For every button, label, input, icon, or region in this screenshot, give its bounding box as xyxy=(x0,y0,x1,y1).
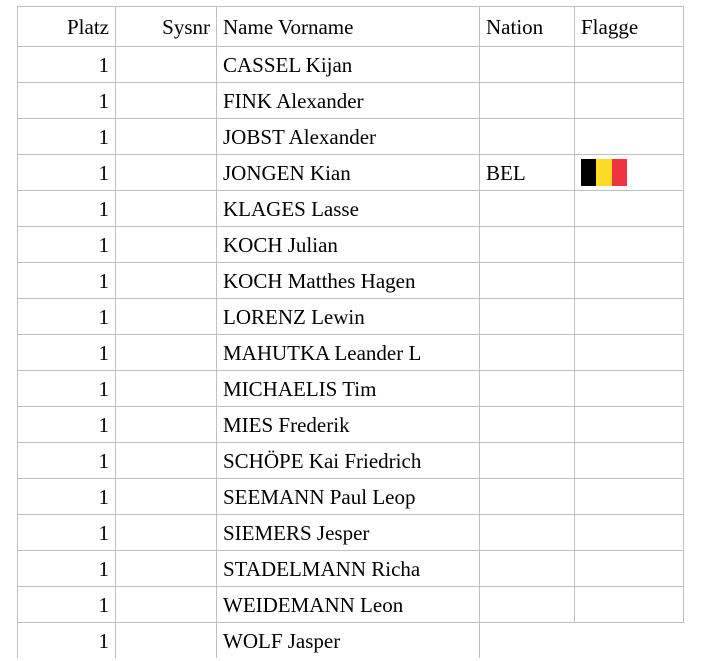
cell-name: WEIDEMANN Leon xyxy=(217,587,480,623)
cell-name: KOCH Julian xyxy=(217,227,480,263)
table-row xyxy=(18,119,684,155)
cell-nation xyxy=(480,371,575,407)
cell-flagge xyxy=(575,479,684,515)
belgium-flag-icon xyxy=(581,159,627,186)
cell-platz: 1 xyxy=(18,299,116,335)
cell-flagge xyxy=(575,335,684,371)
cell-nation xyxy=(480,191,575,227)
cell-sysnr xyxy=(116,299,217,335)
cell-name: SCHÖPE Kai Friedrich xyxy=(217,443,480,479)
table-row xyxy=(18,515,684,551)
cell-flagge xyxy=(575,263,684,299)
cell-sysnr xyxy=(116,227,217,263)
cell-sysnr xyxy=(116,191,217,227)
cell-name: MIES Frederik xyxy=(217,407,480,443)
cell-platz: 1 xyxy=(18,587,116,623)
cell-platz: 1 xyxy=(18,551,116,587)
cell-name: MAHUTKA Leander L xyxy=(217,335,480,371)
cell-name: MICHAELIS Tim xyxy=(217,371,480,407)
cell-sysnr xyxy=(116,83,217,119)
cell-sysnr xyxy=(116,335,217,371)
header-row xyxy=(18,7,684,47)
cell-sysnr xyxy=(116,479,217,515)
cell-sysnr xyxy=(116,587,217,623)
table-row xyxy=(18,551,684,587)
cell-sysnr xyxy=(116,623,217,659)
table-row xyxy=(18,263,684,299)
cell-flagge xyxy=(575,119,684,155)
cell-nation xyxy=(480,551,575,587)
cell-sysnr xyxy=(116,551,217,587)
cell-sysnr xyxy=(116,515,217,551)
cell-platz: 1 xyxy=(18,407,116,443)
cell-flagge xyxy=(575,515,684,551)
header-platz: Platz xyxy=(18,7,116,47)
cell-sysnr xyxy=(116,407,217,443)
cell-nation xyxy=(480,263,575,299)
table-row xyxy=(18,407,684,443)
cell-sysnr xyxy=(116,371,217,407)
table-row xyxy=(18,191,684,227)
cell-flagge xyxy=(575,371,684,407)
cell-platz: 1 xyxy=(18,47,116,83)
cell-name: KLAGES Lasse xyxy=(217,191,480,227)
cell-name: SEEMANN Paul Leop xyxy=(217,479,480,515)
table-row xyxy=(18,479,684,515)
cell-nation xyxy=(480,299,575,335)
table-row xyxy=(18,155,684,191)
cell-nation xyxy=(480,587,575,623)
table-row xyxy=(18,371,684,407)
cell-flagge xyxy=(575,587,684,623)
cell-platz: 1 xyxy=(18,623,116,659)
cell-nation xyxy=(480,515,575,551)
cell-platz: 1 xyxy=(18,155,116,191)
cell-platz: 1 xyxy=(18,443,116,479)
table-row xyxy=(18,587,684,623)
cell-name: CASSEL Kijan xyxy=(217,47,480,83)
cell-platz: 1 xyxy=(18,83,116,119)
cell-platz: 1 xyxy=(18,119,116,155)
cell-flagge xyxy=(575,47,684,83)
cell-nation xyxy=(480,119,575,155)
table-row xyxy=(18,335,684,371)
cell-platz: 1 xyxy=(18,371,116,407)
cell-platz: 1 xyxy=(18,335,116,371)
table-body xyxy=(18,47,684,659)
cell-name: FINK Alexander xyxy=(217,83,480,119)
table-row xyxy=(18,227,684,263)
cell-platz: 1 xyxy=(18,515,116,551)
header-sysnr: Sysnr xyxy=(116,7,217,47)
cell-flagge xyxy=(575,407,684,443)
cell-sysnr xyxy=(116,263,217,299)
cell-platz: 1 xyxy=(18,479,116,515)
cell-nation xyxy=(480,47,575,83)
header-name: Name Vorname xyxy=(217,7,480,47)
cell-platz: 1 xyxy=(18,263,116,299)
header-flagge: Flagge xyxy=(575,7,684,47)
header-nation: Nation xyxy=(480,7,575,47)
cell-nation xyxy=(480,335,575,371)
cell-flagge xyxy=(575,155,684,191)
cell-flagge xyxy=(575,623,684,659)
table-row xyxy=(18,83,684,119)
cell-flagge xyxy=(575,551,684,587)
cell-nation xyxy=(480,227,575,263)
cell-name: KOCH Matthes Hagen xyxy=(217,263,480,299)
cell-name: LORENZ Lewin xyxy=(217,299,480,335)
cell-name: JOBST Alexander xyxy=(217,119,480,155)
cell-sysnr xyxy=(116,443,217,479)
cell-platz: 1 xyxy=(18,227,116,263)
cell-sysnr xyxy=(116,119,217,155)
cell-name: JONGEN Kian xyxy=(217,155,480,191)
cell-nation xyxy=(480,83,575,119)
cell-platz: 1 xyxy=(18,191,116,227)
cell-flagge xyxy=(575,83,684,119)
cell-nation xyxy=(480,479,575,515)
cell-flagge xyxy=(575,191,684,227)
table-row xyxy=(18,443,684,479)
table-row xyxy=(18,623,684,659)
cell-nation xyxy=(480,407,575,443)
cell-sysnr xyxy=(116,155,217,191)
table-row xyxy=(18,299,684,335)
results-table xyxy=(17,6,684,658)
cell-name: SIEMERS Jesper xyxy=(217,515,480,551)
cell-name: STADELMANN Richa xyxy=(217,551,480,587)
cell-sysnr xyxy=(116,47,217,83)
cell-name: WOLF Jasper xyxy=(217,623,480,659)
cell-nation xyxy=(480,443,575,479)
table-row xyxy=(18,47,684,83)
cell-flagge xyxy=(575,227,684,263)
cell-nation xyxy=(480,623,575,659)
cell-flagge xyxy=(575,299,684,335)
cell-flagge xyxy=(575,443,684,479)
cell-nation: BEL xyxy=(480,155,575,191)
